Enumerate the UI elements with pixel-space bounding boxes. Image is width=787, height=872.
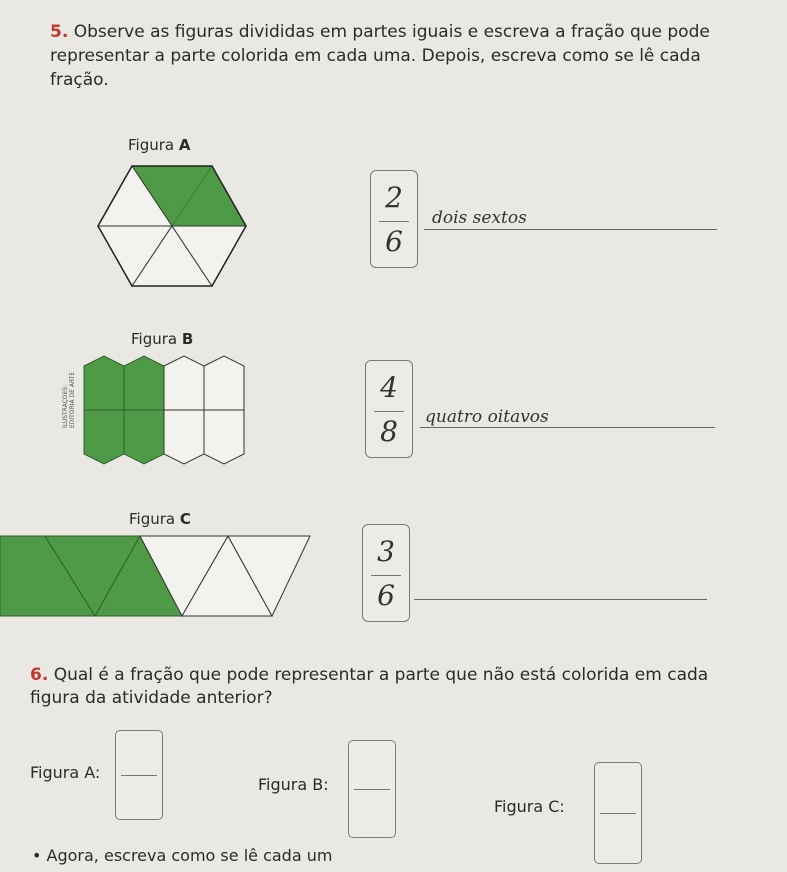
question-5-number: 5. [50,22,69,42]
figure-a-denominator: 6 [385,225,403,258]
figure-b-hexagons [80,352,252,470]
q6-figure-b-answer-box[interactable] [348,740,396,838]
figure-a-answer[interactable]: dois sextos [432,208,527,228]
figure-c-fraction-box[interactable] [362,524,410,622]
question-5-body: Observe as figuras divididas em partes iguais e escreva a fração que pode representar a parte colorida em cada uma. Depois, escreva como se lê cada fração. [50,22,710,90]
figure-a-fraction-box[interactable] [370,170,418,268]
q6-figure-b-label: Figura B: [258,775,329,794]
hexagon-column [84,356,124,464]
figure-c-numerator: 3 [377,535,395,568]
illustration-credit: ILUSTRAÇÕES: EDITORIA DE ARTE [62,371,76,428]
bullet-instruction: • Agora, escreva como se lê cada um [32,846,333,865]
figure-a-hexagon [94,162,250,290]
q6-figure-a-label: Figura A: [30,763,101,782]
q6-figure-a-answer-box[interactable] [115,730,163,820]
figure-b-label: Figura B [131,330,194,348]
figure-c-label: Figura C [129,510,191,528]
q6-figure-c-answer-box[interactable] [594,762,642,864]
figure-a-numerator: 2 [385,181,403,214]
hexagon-column [124,356,164,464]
figure-b-answer[interactable]: quatro oitavos [425,407,549,427]
figure-b-fraction-box[interactable] [365,360,413,458]
hexagon-column [204,356,244,464]
figure-a-answer-line [424,229,717,230]
figure-b-numerator: 4 [380,371,398,404]
figure-c-denominator: 6 [377,579,395,612]
figure-c-answer-line [414,599,707,600]
figure-a-label: Figura A [128,136,191,154]
hexagon-column [164,356,204,464]
question-5-text [50,20,750,92]
figure-c-trapezoid [0,532,320,622]
figure-b-answer-line [420,427,715,428]
question-6-number: 6. [30,665,49,685]
figure-b-denominator: 8 [380,415,398,448]
question-6-body: Qual é a fração que pode representar a parte que não está colorida em cada figura da atividade anterior? [30,665,709,708]
question-6-text [30,664,750,710]
q6-figure-c-label: Figura C: [494,797,565,816]
